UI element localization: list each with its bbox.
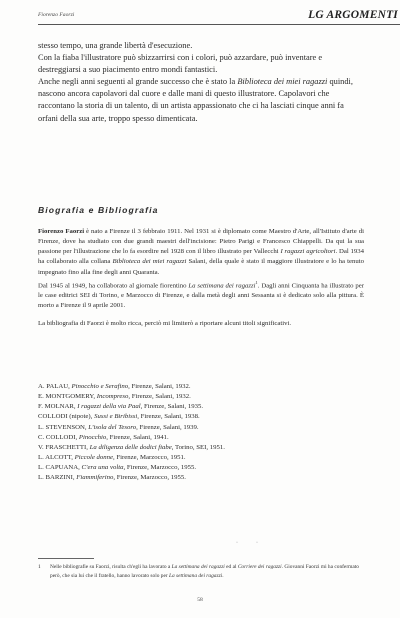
bibliography-intro: La bibliografia di Faorzi è molto ricca, perciò mi limiterò a riportare alcuni titoli significativi. xyxy=(38,319,292,327)
bibliography-entry xyxy=(38,392,364,402)
entry-author: L. BARZINI, xyxy=(38,474,77,482)
entry-author: L. CAPUANA, xyxy=(38,464,82,472)
entry-publication: , Firenze, Marzocco, 1951. xyxy=(113,454,186,462)
footnote-rule xyxy=(38,558,94,559)
entry-author: V. FRASCHETTI, xyxy=(38,443,90,451)
intro-paragraph xyxy=(38,52,364,76)
entry-title: Fiammiferino xyxy=(76,474,114,482)
entry-title: Sussi e Biribissi xyxy=(94,413,138,421)
entry-title: C'era una volta xyxy=(81,464,124,472)
bibliography-entry xyxy=(38,473,364,483)
intro-text xyxy=(38,40,364,125)
footnote-text-part: Nelle bibliografie su Faorzi, risulta ch'egli ha lavorato a xyxy=(50,564,172,570)
footnote-text-part: . Giovanni Faorzi mi ha confermato però, che sia lui che il fratello, hanno lavorato solo per xyxy=(50,564,359,579)
entry-author: COLLODI (nipote), xyxy=(38,413,95,421)
entry-title: L'isola del Tesoro xyxy=(88,423,137,431)
footnote-text-part: . xyxy=(222,572,224,579)
entry-author: C. COLLODI, xyxy=(38,433,79,441)
intro-paragraph-3-start: Anche negli anni seguenti al grande successo che è stato la xyxy=(38,77,238,87)
artist-name: Fiorenzo Faorzi xyxy=(38,228,85,235)
intro-paragraph xyxy=(38,76,364,124)
entry-author: L. STEVENSON, xyxy=(38,423,89,431)
bio-text: Salani, della quale è stato il maggiore illustratore e lo ha tenuto impegnato fino alla fine degli anni Quaranta. xyxy=(38,258,364,276)
page-number: 58 xyxy=(197,597,203,603)
bibliography-entry xyxy=(38,423,364,433)
book-series-title: Biblioteca dei miei ragazzi xyxy=(112,258,187,266)
bio-paragraph xyxy=(38,227,364,278)
bibliography-entry xyxy=(38,382,364,392)
entry-title: La diligenza delle dodici fiabe xyxy=(89,443,172,451)
bio-text: Dal 1945 al 1949, ha collaborato al giornale fiorentino xyxy=(38,282,189,290)
entry-publication: , Torino, SEI, 1951. xyxy=(171,443,225,451)
intro-paragraph-1: stesso tempo, una grande libertà d'esecuzione. xyxy=(38,41,193,50)
intro-paragraph xyxy=(38,40,364,52)
entry-publication: , Firenze, Marzocco, 1955. xyxy=(123,464,197,472)
bibliography-entry xyxy=(38,402,364,412)
entry-title: Piccole donne xyxy=(74,454,114,462)
entry-publication: , Firenze, Salani, 1941. xyxy=(106,433,169,441)
bio-paragraph xyxy=(38,278,364,312)
header-section-title: LG ARGOMENTI xyxy=(308,9,398,21)
entry-author: L. ALCOTT, xyxy=(38,454,75,462)
bio-text: . Dal 1934 ha collaborato alla collana xyxy=(38,248,364,266)
footnote-marker: 1 xyxy=(255,279,258,285)
bibliography-list xyxy=(38,382,364,484)
footnote-text-part: ed al xyxy=(224,564,238,570)
intro-paragraph-2: Con la fiaba l'illustratore può sbizzarrirsi con i colori, può azzardare, può inventare e destreggiarsi a suo piacimento entro mondi fantastici. xyxy=(38,53,323,75)
section-heading: Biografia e Bibliografia xyxy=(38,205,159,215)
entry-publication: , Firenze, Salani, 1938. xyxy=(137,413,200,421)
running-header xyxy=(38,8,400,26)
entry-publication: , Firenze, Salani, 1932. xyxy=(128,383,191,390)
bibliography-entry xyxy=(38,463,364,473)
biography-text xyxy=(38,227,364,329)
entry-publication: , Firenze, Salani, 1932. xyxy=(128,393,191,401)
entry-author: F. MOLNAR, xyxy=(38,403,78,411)
entry-title: Incompreso xyxy=(96,393,129,401)
entry-title: I ragazzi della via Paal xyxy=(77,403,141,411)
entry-author: A. PALAU, xyxy=(38,383,72,390)
bio-text: . Dagli anni Cinquanta ha illustrato per le case editrici SEI di Torino, e Marzocco di Firenze, e dalla metà degli anni Sessanta si è dedicato solo alla pittura. È morto a Firenze il 9 aprile 2001. xyxy=(38,282,364,310)
footnote-number: 1 xyxy=(38,564,41,570)
entry-title: Pinocchio xyxy=(78,433,107,441)
entry-publication: , Firenze, Marzocco, 1955. xyxy=(113,474,186,482)
footnote-text xyxy=(38,563,364,580)
bibliography-entry xyxy=(38,443,364,453)
header-rule xyxy=(38,24,400,25)
newspaper-title: La settimana dei ragazzi xyxy=(188,282,256,290)
newspaper-title: La settimana dei ragazzi xyxy=(171,564,225,570)
footnote xyxy=(38,563,364,580)
entry-publication: , Firenze, Salani, 1935. xyxy=(140,403,204,411)
bibliography-entry xyxy=(38,453,364,463)
bio-text: è nato a Firenze il 3 febbraio 1911. Nel 1931 si è diplomato come Maestro d'Arte, all'Istituto d'arte di Firenze, dove ha studiato con due grandi maestri dell'incisione: Pietro Parigi e Francesco Chiappelli. Da qui la sua passione per l'illustrazione che lo fa esordire nel 1928 con il libro illustrato per Vallecchi xyxy=(38,228,364,256)
entry-publication: , Firenze, Salani, 1939. xyxy=(136,423,199,431)
book-title: I ragazzi agricoltori xyxy=(280,248,336,256)
scan-specks: · · xyxy=(236,540,258,546)
entry-author: E. MONTGOMERY, xyxy=(38,393,97,401)
bibliography-entry xyxy=(38,433,364,443)
bibliography-entry xyxy=(38,412,364,422)
entry-title: Pinocchio e Serafino xyxy=(71,383,129,390)
header-author: Fiorenzo Faorzi xyxy=(38,12,75,18)
newspaper-title: La settimana dei ragazzi xyxy=(169,572,223,579)
book-series-title: Biblioteca dei miei ragazzi xyxy=(237,77,328,87)
newspaper-title: Corriere dei ragazzi xyxy=(237,564,282,570)
intro-paragraph-3-end: quindi, nascono ancora capolavori dal cuore e dalle mani di questo illustratore. Capolavori che raccontano la storia di un talento, di un artista appassionato che ci ha lasciati cinque anni fa orfani della sua arte, troppo spesso dimenticata. xyxy=(38,77,353,123)
